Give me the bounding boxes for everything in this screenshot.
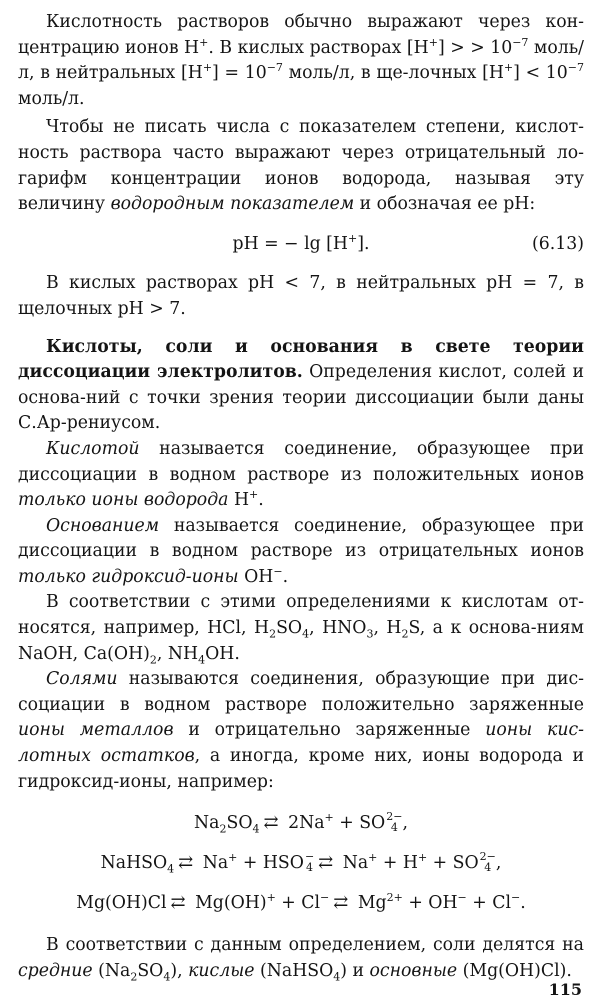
text: , HNO: [309, 618, 367, 639]
reaction-mgohcl: [18, 883, 584, 923]
paragraph-base-definition: [18, 514, 584, 591]
superscript: +: [417, 851, 428, 865]
text: SO: [276, 618, 303, 639]
term-acid: Кислотой: [46, 438, 140, 459]
paragraph-acid-definition: [18, 437, 584, 514]
text: ] < 10: [513, 63, 568, 84]
formula: NaHSO: [100, 853, 168, 874]
emphasis: только ионы водорода: [18, 490, 229, 511]
formula: Na: [197, 853, 229, 874]
text: моль/л, в нейтральных [H: [18, 37, 584, 84]
superscript: +: [228, 851, 238, 865]
superscript: −7: [512, 35, 529, 49]
text: , NH: [156, 643, 199, 664]
reaction-equations: [18, 803, 584, 923]
charge-index: [386, 811, 402, 833]
text: называется соединение, образующее при диссоциации в водном растворе из положительных ионов: [18, 438, 584, 485]
superscript: 2−: [386, 809, 403, 823]
reaction-nahso4: [18, 843, 584, 883]
text: Кислотность растворов обычно выражают через кон-центрацию ионов H: [18, 12, 584, 58]
formula: Na: [337, 853, 369, 874]
emphasis: только гидроксид-ионы: [18, 566, 239, 587]
text: . В кислых растворах [H: [208, 37, 429, 58]
page-number: 115: [548, 980, 582, 999]
superscript: +: [348, 231, 358, 245]
text: S, а к основа-ниям NaOH, Ca(OH): [18, 618, 584, 664]
subscript: 4: [306, 860, 314, 874]
formula: Mg(OH): [189, 893, 267, 914]
formula: 2Na: [282, 813, 325, 834]
text: ] > > 10: [437, 37, 513, 58]
superscript: 2+: [386, 891, 403, 905]
formula: + OH: [402, 893, 458, 914]
subscript: 2: [401, 627, 409, 641]
formula: + SO: [333, 813, 386, 834]
paragraph-salt-types: [18, 933, 584, 984]
paragraph-ph-ranges: В кислых растворах pH < 7, в нейтральных pH = 7, в щелочных pH > 7.: [18, 273, 584, 319]
text: В соответствии с данным определением, соли делятся на: [46, 935, 584, 956]
reaction-na2so4: [18, 803, 584, 843]
superscript: +: [368, 851, 378, 865]
text: и отрицательно заряженные: [173, 720, 486, 741]
page-body: [18, 10, 584, 984]
text: .: [282, 566, 289, 587]
superscript: −: [510, 891, 521, 905]
superscript: −7: [567, 61, 585, 75]
charge-index: [480, 851, 496, 873]
superscript: +: [249, 488, 259, 502]
formula: .: [520, 893, 526, 914]
paragraph-acidity: [18, 10, 584, 112]
superscript: +: [199, 35, 209, 49]
text: (NaHSO: [254, 960, 334, 981]
subscript: 4: [167, 862, 175, 876]
equilibrium-arrow-icon: ⇄: [170, 892, 186, 914]
formula: + HSO: [237, 853, 304, 874]
formula: + H: [377, 853, 418, 874]
term-basic-salts: основные: [369, 960, 458, 981]
superscript: −: [320, 891, 330, 905]
superscript: −: [304, 849, 315, 863]
subscript: 4: [333, 970, 341, 984]
emphasis: ионы кис-лотных остатков: [18, 720, 584, 767]
text: ) и: [340, 960, 370, 981]
superscript: −: [457, 891, 467, 905]
superscript: +: [202, 61, 213, 75]
subscript: 3: [366, 627, 374, 641]
superscript: −: [273, 565, 283, 579]
subscript: 2: [130, 970, 138, 984]
paragraph-section-heading: [18, 335, 584, 437]
text: SO: [137, 960, 164, 981]
subscript: 4: [163, 970, 171, 984]
superscript: −7: [266, 61, 283, 75]
equilibrium-arrow-icon: ⇄: [333, 892, 349, 914]
term-base: Основанием: [46, 515, 160, 536]
subscript: 4: [252, 822, 260, 836]
formula: Na: [194, 813, 220, 834]
emphasis: ионы металлов: [18, 720, 174, 741]
formula: Mg(OH)Cl: [76, 893, 167, 914]
subscript: 2: [269, 627, 277, 641]
text: и обозначая ее pH:: [354, 194, 536, 215]
superscript: +: [266, 891, 276, 905]
text: (Na: [92, 960, 131, 981]
formula: Mg: [352, 893, 387, 914]
subscript: 2: [219, 822, 227, 836]
text: моль/л.: [18, 88, 85, 109]
text: H: [228, 490, 250, 511]
subscript: 4: [484, 860, 492, 874]
paragraph-salt-definition: [18, 667, 584, 795]
subscript: 4: [302, 627, 310, 641]
text: ),: [170, 960, 189, 981]
term-ph: водородным показателем: [110, 194, 355, 215]
term-salt: Солями: [46, 669, 118, 690]
equilibrium-arrow-icon: ⇄: [178, 852, 194, 874]
formula: + SO: [427, 853, 479, 874]
superscript: +: [428, 35, 438, 49]
text: , а иногда, кроме них, ионы водорода и гидроксид-ионы, например:: [18, 746, 584, 792]
text: .: [258, 490, 264, 511]
superscript: 2−: [479, 849, 496, 863]
text: В соответствии с этими определениями к кислотам от-носятся, например, HCl, H: [18, 592, 584, 639]
equation-text: ].: [357, 233, 370, 254]
subscript: 4: [390, 820, 398, 834]
formula: SO: [226, 813, 253, 834]
text: , H: [373, 618, 402, 639]
text: ] = 10: [212, 63, 267, 84]
subscript: 2: [149, 653, 157, 667]
text: называются соединения, образующие при дис-социации в водном растворе положительно заряженные: [18, 669, 584, 715]
equilibrium-arrow-icon: ⇄: [318, 852, 334, 874]
paragraph-examples: [18, 590, 584, 667]
subscript: 4: [198, 653, 206, 667]
formula: + Cl: [466, 893, 511, 914]
equation-6-13: [18, 232, 584, 258]
equation-number: (6.13): [532, 233, 584, 254]
paragraph-ph-definition: [18, 115, 584, 217]
text: OH.: [205, 643, 240, 664]
text: Чтобы не писать числа с показателем степени, кислот-ность раствора часто выражают через отрицательный ло-гарифм концентрации ионов водорода, называя эту величину: [18, 117, 584, 215]
superscript: +: [503, 61, 514, 75]
equilibrium-arrow-icon: ⇄: [263, 812, 279, 834]
text: называется соединение, образующее при диссоциации в водном растворе из отрицательных ионов: [18, 515, 584, 562]
term-normal-salts: средние: [18, 960, 93, 981]
section-heading: Кислоты, соли и основания в свете теории диссоциации электролитов.: [18, 336, 584, 383]
text: OH: [238, 566, 274, 587]
text: Определения кислот, солей и основа-ний с точки зрения теории диссоциации были даны С.Ар-рениусом.: [18, 362, 584, 434]
formula: ,: [495, 853, 502, 874]
text: моль/л, в ще-лочных [H: [282, 63, 504, 84]
term-acid-salts: кислые: [188, 960, 255, 981]
equation-text: pH = − lg [H: [232, 233, 348, 254]
formula: ,: [402, 813, 408, 834]
text: (Mg(OH)Cl).: [457, 960, 572, 981]
superscript: +: [324, 811, 334, 825]
formula: + Cl: [275, 893, 321, 914]
charge-index: [305, 851, 314, 873]
